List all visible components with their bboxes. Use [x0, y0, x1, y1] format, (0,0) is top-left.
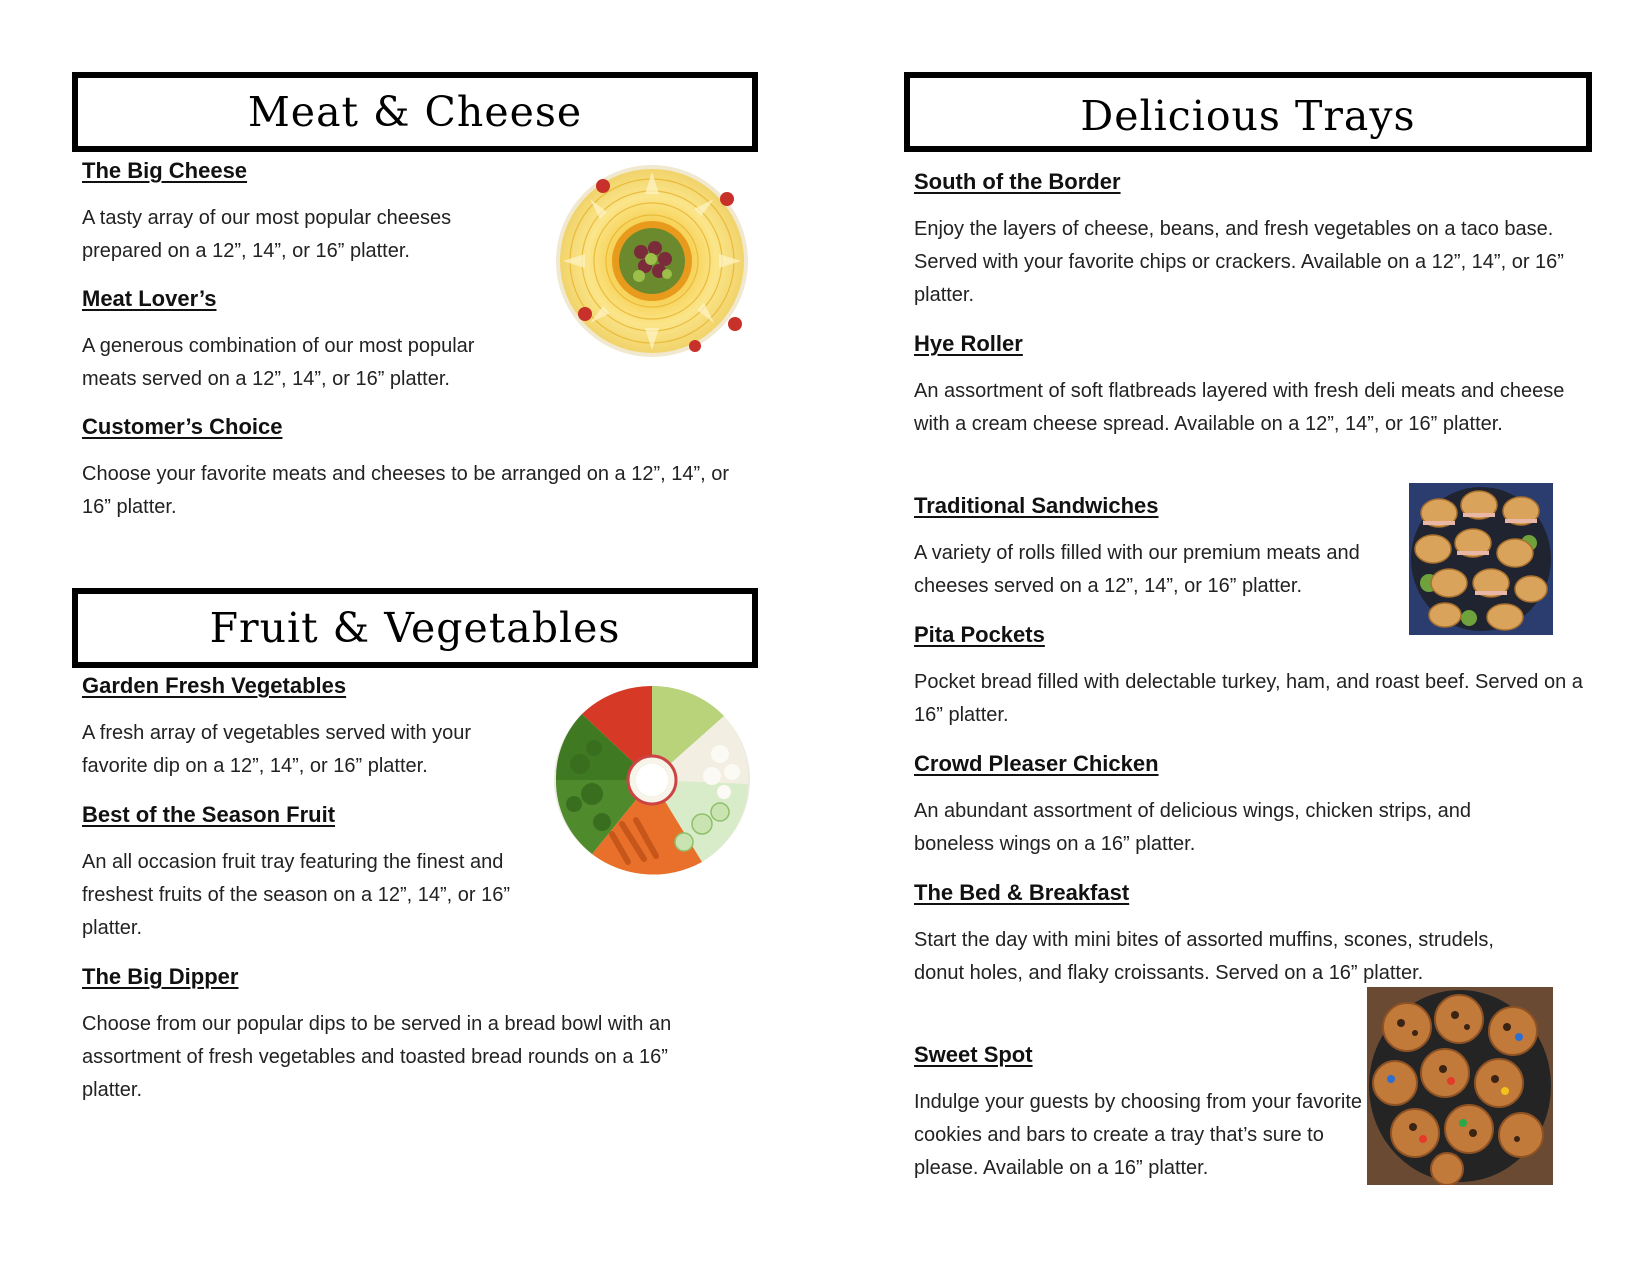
- item-title-meat-lovers: Meat Lover’s: [82, 286, 217, 311]
- item-title-crowd-pleaser: Crowd Pleaser Chicken: [914, 751, 1159, 776]
- trays-heading: Delicious Trays: [1080, 92, 1416, 140]
- item-title-best-season: Best of the Season Fruit: [82, 802, 336, 827]
- sandwich-tray-image: [1409, 483, 1553, 635]
- item-desc-best-season: An all occasion fruit tray featuring the finest and freshest fruits of the season on a 12”, 14”, or 16” platter.: [82, 851, 511, 939]
- item-desc-hye-roller: An assortment of soft flatbreads layered with fresh deli meats and cheese with a cream cheese spread. Available on a 12”, 14”, or 16” platter.: [914, 380, 1565, 435]
- item-title-customers-choice: Customer’s Choice: [82, 414, 283, 439]
- item-title-hye-roller: Hye Roller: [914, 331, 1023, 356]
- meat-cheese-heading-box: [72, 72, 758, 152]
- item-desc-crowd-pleaser: An abundant assortment of delicious wings, chicken strips, and boneless wings on a 16” platter.: [914, 800, 1471, 855]
- cheese-platter-image: [555, 164, 750, 359]
- item-title-big-cheese: The Big Cheese: [82, 158, 248, 183]
- item-desc-customers-choice: Choose your favorite meats and cheeses to be arranged on a 12”, 14”, or 16” platter.: [82, 463, 730, 518]
- item-desc-garden-fresh: A fresh array of vegetables served with your favorite dip on a 12”, 14”, or 16” platter.: [82, 722, 472, 777]
- item-title-garden-fresh: Garden Fresh Vegetables: [82, 673, 347, 698]
- item-desc-meat-lovers: A generous combination of our most popular meats served on a 12”, 14”, or 16” platter.: [82, 335, 475, 390]
- item-title-pita-pockets: Pita Pockets: [914, 622, 1045, 647]
- item-title-sweet-spot: Sweet Spot: [914, 1042, 1033, 1067]
- item-desc-traditional-sandwiches: A variety of rolls filled with our premium meats and cheeses served on a 12”, 14”, or 16” platter.: [914, 542, 1360, 597]
- item-title-south-border: South of the Border: [914, 169, 1121, 194]
- item-desc-pita-pockets: Pocket bread filled with delectable turkey, ham, and roast beef. Served on a 16” platter.: [914, 671, 1583, 726]
- trays-heading-box: [904, 72, 1592, 152]
- item-desc-big-cheese: A tasty array of our most popular cheeses prepared on a 12”, 14”, or 16” platter.: [82, 207, 452, 262]
- meat-cheese-heading: Meat & Cheese: [247, 88, 583, 136]
- fruit-veg-heading-box: [72, 588, 758, 668]
- item-title-big-dipper: The Big Dipper: [82, 964, 239, 989]
- cookie-tray-image: [1367, 987, 1553, 1185]
- item-title-bed-breakfast: The Bed & Breakfast: [914, 880, 1130, 905]
- item-desc-big-dipper: Choose from our popular dips to be served in a bread bowl with an assortment of fresh vegetables and toasted bread rounds on a 16” platter.: [82, 1013, 672, 1101]
- vegetable-platter-image: [552, 684, 752, 876]
- item-desc-south-border: Enjoy the layers of cheese, beans, and fresh vegetables on a taco base. Served with your favorite chips or crackers. Available on a 12”, 14”, or 16” platter.: [914, 218, 1564, 306]
- item-desc-sweet-spot: Indulge your guests by choosing from your favorite cookies and bars to create a tray that’s sure to please. Available on a 16” platter.: [914, 1091, 1363, 1179]
- item-desc-bed-breakfast: Start the day with mini bites of assorted muffins, scones, strudels, donut holes, and flaky croissants. Served on a 16” platter.: [914, 929, 1494, 984]
- item-title-traditional-sandwiches: Traditional Sandwiches: [914, 493, 1159, 518]
- fruit-veg-heading: Fruit & Vegetables: [209, 604, 621, 652]
